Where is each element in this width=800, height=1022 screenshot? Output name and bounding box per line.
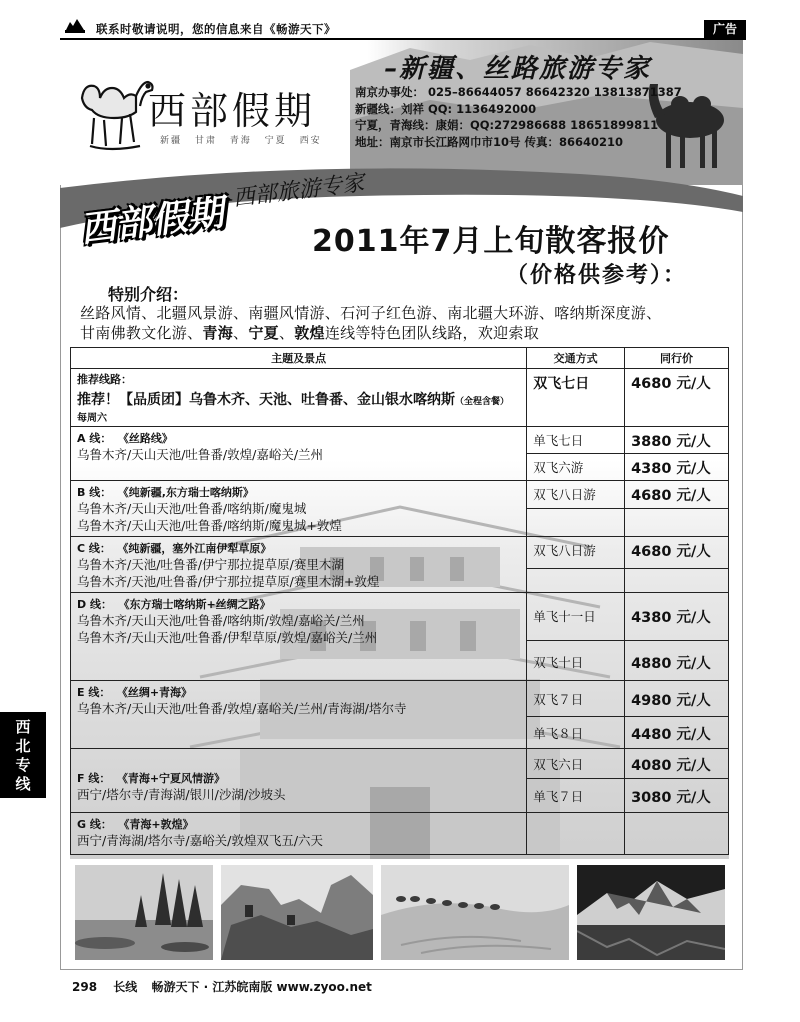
recommend-day: 每周六 [77,413,107,424]
logo-regions [160,133,330,146]
transport-cell: 双飞十日 [527,641,625,681]
route-text: 西宁/塔尔寺/青海湖/银川/沙湖/沙坡头 [77,787,286,802]
price-cell: 4980 元/人 [625,681,729,717]
route-cell [71,813,527,855]
line-code: G 线： [77,818,112,831]
contact-info [355,84,682,150]
price-cell: 4880 元/人 [625,641,729,681]
line-title [77,540,520,556]
intro-sep: 、 [233,324,249,342]
banner-brand: 西部假期 [77,191,226,251]
company-slogan: –新疆、丝路旅游专家 [384,54,652,84]
line-code: A 线： [77,432,112,445]
table-row-line-a [71,427,729,454]
empty-cell [527,569,625,593]
price-cell: 3080 元/人 [625,779,729,813]
section-side-tab [0,712,46,798]
ad-label: 广告 [704,20,746,38]
transport-cell: 单飞七日 [527,427,625,454]
intro-heading: 特别介绍： [108,285,189,304]
contact-line: 地址：南京市长江路网巾市10号 传真：86640210 [355,134,624,149]
price-cell: 3880 元/人 [625,427,729,454]
empty-cell [625,813,729,855]
desert-caravan-photo [381,865,569,960]
route-cell [71,749,527,813]
empty-cell [527,509,625,537]
logo-region: 甘肃 [194,136,217,146]
route-text: 西宁/青海湖/塔尔寺/嘉峪关/敦煌双飞五/六天 [77,833,324,848]
side-tab-char: 西 [15,718,31,736]
table-row-line-g [71,813,729,855]
logo-region: 西安 [299,136,322,146]
line-code: E 线： [77,686,111,699]
line-name: 《纯新疆，塞外江南伊犁草原》 [122,542,272,555]
route-text: 乌鲁木齐/天山天池/吐鲁番/伊犁草原/敦煌/嘉峪关/兰州 [77,630,378,645]
snow-mountain-lake-photo [577,865,725,960]
empty-cell [625,509,729,537]
transport-cell: 双飞六日 [527,749,625,779]
publication-name: 畅游天下 · 江苏皖南版 www.zyoo.net [151,980,372,994]
logo-text: 西部假期 [148,89,317,133]
line-title [77,484,520,500]
table-row-line-c [71,537,729,569]
table-row-line-d [71,593,729,641]
line-code: B 线： [77,486,112,499]
column-header: 同行价 [625,348,729,369]
logo-region: 新疆 [160,136,183,146]
empty-cell [625,569,729,593]
line-name: 《丝路线》 [123,432,173,445]
transport-cell: 单飞７日 [527,779,625,813]
price-cell: 4480 元/人 [625,717,729,749]
table-row-line-b [71,481,729,509]
route-cell [71,427,527,481]
recommend-label: 推荐线路： [77,373,132,386]
banner-subtitle: –西部旅游专家 [220,170,366,213]
ancient-ruins-photo [221,865,373,960]
table-row-recommend [71,369,729,427]
transport-cell: 单飞十一日 [527,593,625,641]
grassland-forest-photo [75,865,213,960]
line-name: 《丝绸+青海》 [122,686,193,699]
intro-highlight: 青海 [202,324,234,342]
transport-cell: 双飞七日 [527,369,625,427]
transport-cell: 双飞八日游 [527,481,625,509]
transport-cell: 双飞六游 [527,454,625,481]
intro-highlight: 敦煌 [294,324,325,342]
price-cell: 4380 元/人 [625,454,729,481]
line-title [77,596,520,612]
route-text: 乌鲁木齐/天山天池/吐鲁番/喀纳斯/魔鬼城+敦煌 [77,518,342,533]
route-text: 乌鲁木齐/天山天池/吐鲁番/喀纳斯/敦煌/嘉峪关/兰州 [77,613,365,628]
table-row-line-f [71,749,729,779]
empty-cell [527,813,625,855]
side-tab-char: 线 [15,775,31,793]
line-name: 《青海+敦煌》 [123,818,194,831]
line-code: D 线： [77,598,112,611]
page-subtitle: （价格供参考）： [506,263,688,288]
side-tab-char: 北 [15,737,31,755]
route-cell [71,537,527,593]
intro-line-2 [80,322,539,343]
intro-line-1: 丝路风情、北疆风景游、南疆风情游、石河子红色游、南北疆大环游、喀纳斯深度游、 [80,304,662,322]
page-footer [72,978,372,995]
intro-sep: 、 [278,324,295,342]
contact-line: 南京办事处： 025–86644057 86642320 13813871387 [355,85,682,99]
line-name: 《东方瑞士喀纳斯+丝绸之路》 [123,598,271,611]
camel-icon [70,62,160,158]
intro-text: 甘南佛教文化游、 [80,324,203,342]
route-text: 乌鲁木齐/天池/吐鲁番/伊宁那拉提草原/赛里木湖+敦煌 [77,574,380,589]
column-header: 主题及景点 [71,348,527,369]
line-title [77,816,520,832]
side-tab-char: 专 [15,756,31,774]
column-header: 交通方式 [527,348,625,369]
transport-cell: 双飞八日游 [527,537,625,569]
contact-notice: 联系时敬请说明，您的信息来自《畅游天下》 [96,22,336,36]
price-cell: 4680 元/人 [625,369,729,427]
recommend-note: （全程含餐） [455,397,510,407]
route-cell [71,681,527,749]
price-table-wrap [70,347,729,859]
route-text: 乌鲁木齐/天山天池/吐鲁番/喀纳斯/魔鬼城 [77,501,307,516]
line-code: C 线： [77,542,111,555]
price-table [70,347,729,855]
price-cell: 4680 元/人 [625,481,729,509]
line-name: 《纯新疆,东方瑞士喀纳斯》 [123,486,254,499]
logo-region: 宁夏 [264,136,287,146]
top-bar [0,0,800,42]
photo-strip [75,865,725,960]
intro-text: 连线等特色团队线路，欢迎索取 [324,324,540,342]
contact-line: 宁夏，青海线：康娟：QQ:272986688 18651899811 [355,118,659,132]
table-header-row [71,348,729,369]
intro-highlight: 宁夏 [248,324,279,342]
price-cell: 4380 元/人 [625,593,729,641]
line-name: 《青海+宁夏风情游》 [122,772,226,785]
magazine-logo-icon [64,16,86,34]
logo-region: 青海 [229,136,252,146]
line-title [77,430,520,446]
section-name: 长线 [113,980,138,994]
page-number: 298 [72,980,98,994]
price-cell: 4680 元/人 [625,537,729,569]
recommend-route-text: 推荐！【品质团】乌鲁木齐、天池、吐鲁番、金山银水喀纳斯 [77,392,455,408]
contact-line: 新疆线：刘祥 QQ: 1136492000 [355,101,537,116]
line-title [77,684,520,700]
line-title [77,770,520,786]
recommend-cell [71,369,527,427]
route-text: 乌鲁木齐/天山天池/吐鲁番/敦煌/嘉峪关/兰州/青海湖/塔尔寺 [77,701,407,716]
transport-cell: 单飞８日 [527,717,625,749]
route-text: 乌鲁木齐/天池/吐鲁番/伊宁那拉提草原/赛里木湖 [77,557,344,572]
table-row-line-e [71,681,729,717]
transport-cell: 双飞７日 [527,681,625,717]
route-text: 乌鲁木齐/天山天池/吐鲁番/敦煌/嘉峪关/兰州 [77,447,324,462]
page-title: 2011年7月上旬散客报价 [312,224,670,259]
route-cell [71,593,527,681]
recommend-route [77,389,520,409]
line-code: F 线： [77,772,111,785]
price-cell: 4080 元/人 [625,749,729,779]
route-cell [71,481,527,537]
